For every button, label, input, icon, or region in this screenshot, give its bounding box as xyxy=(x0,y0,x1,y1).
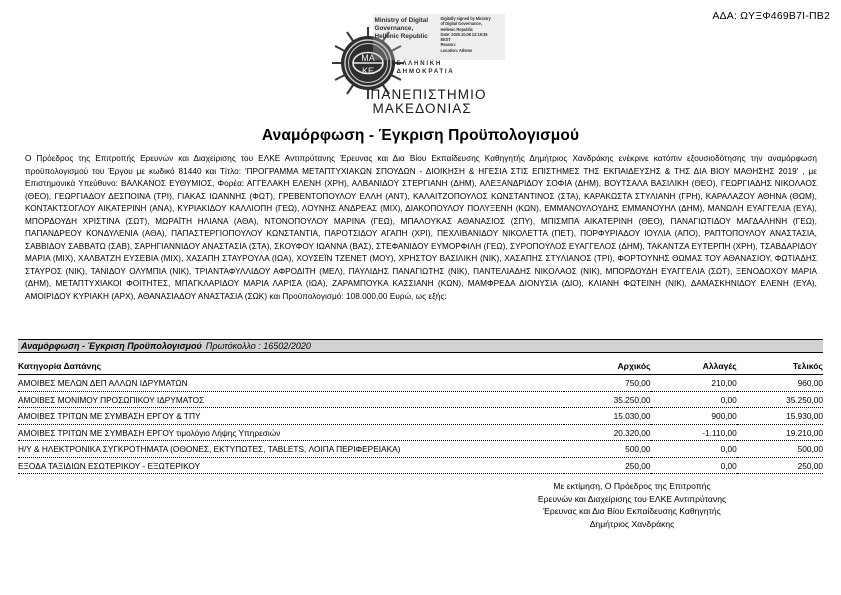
column-header-initial: Αρχικός xyxy=(564,361,650,375)
svg-text:ΚΕ: ΚΕ xyxy=(361,66,374,76)
cell-initial: 500,00 xyxy=(564,441,650,458)
table-row xyxy=(18,391,823,408)
protocol-number: Πρωτόκολλο : 16502/2020 xyxy=(205,341,311,351)
hellenic-line-2: ΔΗΜΟΚΡΑΤΙΑ xyxy=(396,68,455,75)
cell-changes: 210,00 xyxy=(651,375,737,392)
cell-category: ΑΜΟΙΒΕΣ ΤΡΙΤΩΝ ΜΕ ΣΥΜΒΑΣΗ ΕΡΓΟΥ τιμολόγιο Λήψης Υπηρεσιών xyxy=(18,424,564,441)
university-name-line-2: ΜΑΚΕΔΟΝΙΑΣ xyxy=(372,101,472,116)
table-row xyxy=(18,424,823,441)
table-row xyxy=(18,408,823,425)
table-row xyxy=(18,457,823,474)
cell-final: 35.250,00 xyxy=(737,391,823,408)
protocol-label: Αναμόρφωση - Έγκριση Προϋπολογισμού xyxy=(21,341,202,351)
column-header-category: Κατηγορία Δαπάνης xyxy=(18,361,564,375)
letterhead xyxy=(0,12,841,120)
hellenic-republic-wordmark xyxy=(397,60,455,76)
cell-category: ΑΜΟΙΒΕΣ ΜΕΛΩΝ ΔΕΠ ΑΛΛΩΝ ΙΔΡΥΜΑΤΩΝ xyxy=(18,375,564,392)
signature-line-1: Με εκτίμηση, Ο Πρόεδρος της Επιτροπής xyxy=(553,481,711,491)
cell-final: 250,00 xyxy=(737,457,823,474)
cell-initial: 20.320,00 xyxy=(564,424,650,441)
cell-changes: 900,00 xyxy=(651,408,737,425)
hellenic-line-1: ΕΛΛΗΝΙΚΗ xyxy=(396,60,443,67)
cell-category: ΕΞΟΔΑ ΤΑΞΙΔΙΩΝ ΕΣΩΤΕΡΙΚΟΥ - ΕΞΩΤΕΡΙΚΟΥ xyxy=(18,457,564,474)
cell-final: 500,00 xyxy=(737,441,823,458)
cell-final: 960,00 xyxy=(737,375,823,392)
budget-table-body xyxy=(18,375,823,474)
ministry-digital-signature-stamp xyxy=(373,14,505,60)
cell-changes: -1.110,00 xyxy=(651,424,737,441)
stamp-signature-details: Digitally signed by Ministry of Digital Governance, Hellenic Republic Date: 2020.10.08 12:19:35 EEST Reason: Location: Athens xyxy=(440,16,491,53)
signature-block xyxy=(441,480,823,530)
cell-final: 19.210,00 xyxy=(737,424,823,441)
column-header-final: Τελικός xyxy=(737,361,823,375)
decision-body-text: Ο Πρόεδρος της Επιτροπής Ερευνών και Διαχείρισης του ΕΛΚΕ Αντιπρύτανης Έρευνας και Δια Βίου Εκπαίδευσης Καθηγητής Δημήτριος Χανδράκης ενέκρινε κατόπιν εξουσιοδότησης την αναμόρφωση προϋπολογισμού του Έργου με κωδικό 81440 και Τίτλο: 'ΠΡΟΓΡΑΜΜΑ ΜΕΤΑΠΤΥΧΙΑΚΩΝ ΣΠΟΥΔΩΝ - ΔΙΟΙΚΗΣΗ & ΗΓΕΣΙΑ ΣΤΙΣ ΕΠΙΣΤΗΜΕΣ ΤΗΣ ΕΚΠΑΙΔΕΥΣΗΣ & ΤΗΣ ΔΙΑ ΒΙΟΥ ΜΑΘΗΣΗΣ 2019' , με Επιστημονικά Υπεύθυνο: ΒΑΛΚΑΝΟΣ ΕΥΘΥΜΙΟΣ, Φορέα: ΑΓΓΕΛΑΚΗ ΕΛΕΝΗ (ΧΡΗ), ΑΛΒΑΝΙΔΟΥ ΣΤΕΡΓΙΑΝΗ (ΔΗΜ), ΑΛΕΞΑΝΔΡΙΔΟΥ ΣΟΦΙΑ (ΔΗΜ), ΒΟΥΤΣΑΛΑ ΒΑΣΙΛΙΚΗ (ΘΕΟ), ΓΕΩΡΓΙΑΔΗΣ ΝΙΚΟΛΑΟΣ (ΘΕΟ), ΓΕΩΡΓΙΑΔΟΥ ΔΕΣΠΟΙΝΑ (ΤΡΙ), ΓΙΑΚΑΣ ΙΩΑΝΝΗΣ (ΦΩΤ), ΓΡΕΒΕΝΤΟΠΟΥΛΟΥ ΕΛΛΗ (ΑΝΤ), ΚΑΛΑΙΤΖΟΠΟΥΛΟΣ ΚΩΝΣΤΑΝΤΙΝΟΣ (ΣΤΑ), ΚΑΡΑΚΩΣΤΑ ΣΤΥΛΙΑΝΗ (ΓΡΗ), ΚΑΡΑΛΑΖΟΥ ΑΘΗΝΑ (ΘΩΜ), ΚΟΝΤΑΚΤΣΟΓΛΟΥ ΑΙΚΑΤΕΡΙΝΗ (ΑΝΑ), ΚΥΡΙΑΚΙΔΟΥ ΚΑΛΛΙΟΠΗ (ΓΕΩ), ΛΟΥΝΗΣ ΑΝΔΡΕΑΣ (ΜΙΧ), ΔΙΑΚΟΠΟΥΛΟΥ ΠΟΛΥΞΕΝΗ (ΚΩΝ), ΕΜΜΑΝΟΥΛΟΥΔΗΣ ΕΜΜΑΝΟΥΗΛ (ΔΗΜ), ΜΑΝΩΛΗ ΕΥΑΓΓΕΛΙΑ (ΕΥΑ), ΜΠΟΡΔΟΥΔΗ ΧΡΙΣΤΙΝΑ (ΣΩΤ), ΜΩΡΑΪΤΗ ΗΛΙΑΝΑ (ΑΘΑ), ΝΤΟΝΟΠΟΥΛΟΥ ΜΑΡΙΝΑ (ΓΕΩ), ΜΠΑΛΟΥΚΑΣ ΑΘΑΝΑΣΙΟΣ (ΣΠΥ), ΜΠΙΣΜΠΑ ΑΙΚΑΤΕΡΙΝΗ (ΘΕΟ), ΠΑΝΑΓΙΩΤΙΔΟΥ ΜΑΓΔΑΛΗΝΗ (ΓΕΩ), ΠΑΠΑΝΔΡΕΟΥ ΚΟΝΔΥΛΕΝΙΑ (ΑΘΑ), ΠΑΠΑΣΤΕΡΓΙΟΠΟΥΛΟΥ ΚΩΝΣΤΑΝΤΙΑ, ΠΑΡΟΤΣΙΔΟΥ ΑΓΑΠΗ (ΧΡΙ), ΠΕΧΛΙΒΑΝΙΔΟΥ ΝΙΚΟΛΕΤΤΑ (ΠΕΤ), ΠΟΡΦΥΡΙΑΔΟΥ ΙΟΥΛΙΑ (ΑΠΟ), ΡΑΠΤΟΠΟΥΛΟΥ ΑΝΑΣΤΑΣΙΑ, ΣΑΒΒΙΔΟΥ ΣΑΒΒΑΤΩ (ΣΑΒ), ΣΑΡΗΓΙΑΝΝΙΔΟΥ ΑΝΑΣΤΑΣΙΑ (ΣΤΑ), ΣΚΟΥΦΟΥ ΙΩΑΝΝΑ (ΒΑΣ), ΣΤΕΦΑΝΙΔΟΥ ΕΥΜΟΡΦΙΛΗ (ΓΕΩ), ΣΥΡΟΠΟΥΛΟΣ ΕΥΑΓΓΕΛΟΣ (ΔΗΜ), ΤΑΚΑΝΤΖΑ ΕΥΤΕΡΠΗ (ΧΡΗ), ΤΣΑΒΔΑΡΙΔΟΥ ΜΑΡΙΑ (ΜΙΧ), ΧΑΛΒΑΤΖΗ ΕΥΣΕΒΙΑ (ΜΙΧ), ΧΑΣΑΠΗ ΣΤΑΥΡΟΥΛΑ (ΙΩΑ), ΧΟΥΣΕΪΝ ΤΖΕΝΕΤ (ΜΟΥ), ΧΡΗΣΤΟΥ ΒΑΣΙΛΙΚΗ (ΝΙΚ), ΧΑΣΑΠΗΣ ΣΤΥΛΙΑΝΟΣ (ΤΡΙ), ΦΟΡΤΟΥΝΗΣ ΘΩΜΑΣ ΤΟΥ ΑΘΑΝΑΣΙΟΥ, ΦΩΤΙΑΔΗΣ ΣΤΑΥΡΟΣ (ΝΙΚ), ΤΑΝΙΔΟΥ ΟΛΥΜΠΙΑ (ΝΙΚ), ΤΡΙΑΝΤΑΦΥΛΛΙΔΟΥ ΑΦΡΟΔΙΤΗ (ΜΕΛ), ΠΑΥΛΙΔΗΣ ΠΑΝΑΓΙΩΤΗΣ (ΝΙΚ), ΠΑΝΤΕΛΙΑΔΗΣ ΝΙΚΟΛΑΟΣ (ΝΙΚ), ΜΠΟΡΔΟΥΔΗ ΕΥΑΓΓΕΛΙΑ (ΣΩΤ), ΞΕΝΟΔΟΧΟΥ ΜΑΡΙΑ (ΔΗΜ), ΜΕΤΑΠΤΥΧΙΑΚΟΙ ΦΟΙΤΗΤΕΣ, ΜΠΑΓΚΛΑΡΙΔΟΥ ΜΑΡΙΑ ΛΑΡΙΣΑ (ΙΩΑ), ΖΑΡΑΜΠΟΥΚΑ ΚΑΣΣΙΑΝΗ (ΚΩΝ), ΜΑΜΦΡΕΔΑ ΔΙΟΝΥΣΙΑ (ΔΙΟ), ΚΛΙΑΝΗ ΦΩΤΕΙΝΗ (ΝΙΚ), ΔΑΜΑΣΚΗΝΙΔΟΥ ΕΛΕΝΗ (ΕΥΑ), ΑΜΟΙΡΙΔΟΥ ΚΥΡΙΑΚΗ (ΑΡΧ), ΑΘΑΝΑΣΙΑΔΟΥ ΑΝΑΣΤΑΣΙΑ (ΣΩΚ) και Προϋπολογισμό: 108.000,00 Ευρώ, ως εξής: xyxy=(25,154,817,302)
university-name xyxy=(371,88,487,116)
document-title: Αναμόρφωση - Έγκριση Προϋπολογισμού xyxy=(261,127,580,144)
stamp-authority-name: Ministry of Digital Governance, Hellenic Republic xyxy=(374,17,429,41)
cell-category: Η/Υ & ΗΛΕΚΤΡΟΝΙΚΑ ΣΥΓΚΡΟΤΗΜΑΤΑ (ΟΘΟΝΕΣ, ΕΚΤΥΠΩΤΕΣ, TABLETS, ΛΟΙΠΑ ΠΕΡΙΦΕΡΕΙΑΚΑ) xyxy=(18,441,564,458)
cell-initial: 250,00 xyxy=(564,457,650,474)
svg-text:ΜΑ: ΜΑ xyxy=(360,53,375,63)
table-row xyxy=(18,375,823,392)
cell-initial: 15.030,00 xyxy=(564,408,650,425)
table-header-row xyxy=(18,361,823,375)
signature-line-2: Ερευνών και Διαχείρισης του ΕΛΚΕ Αντιπρύτανης xyxy=(537,493,727,504)
cell-changes: 0,00 xyxy=(651,441,737,458)
column-header-changes: Αλλαγές xyxy=(651,361,737,375)
table-row xyxy=(18,441,823,458)
budget-table xyxy=(18,361,823,474)
cell-final: 15.930,00 xyxy=(737,408,823,425)
signature-line-3: Έρευνας και Δια Βίου Εκπαίδευσης Καθηγητής xyxy=(543,506,721,517)
cell-changes: 0,00 xyxy=(651,391,737,408)
ada-reference-code: ΑΔΑ: ΩΥΞΦ469Β7Ι-ΠΒ2 xyxy=(712,10,830,22)
cell-initial: 750,00 xyxy=(564,375,650,392)
cell-category: ΑΜΟΙΒΕΣ ΤΡΙΤΩΝ ΜΕ ΣΥΜΒΑΣΗ ΕΡΓΟΥ & ΤΠΥ xyxy=(18,408,564,425)
protocol-band xyxy=(18,339,823,353)
signature-signer-name: Δημήτριος Χανδράκης xyxy=(589,518,675,529)
cell-initial: 35.250,00 xyxy=(564,391,650,408)
cell-changes: 0,00 xyxy=(651,457,737,474)
university-name-line-1: ΠΑΝΕΠΙΣΤΗΜΙΟ xyxy=(370,87,487,102)
cell-category: ΑΜΟΙΒΕΣ ΜΟΝΙΜΟΥ ΠΡΟΣΩΠΙΚΟΥ ΙΔΡΥΜΑΤΟΣ xyxy=(18,391,564,408)
